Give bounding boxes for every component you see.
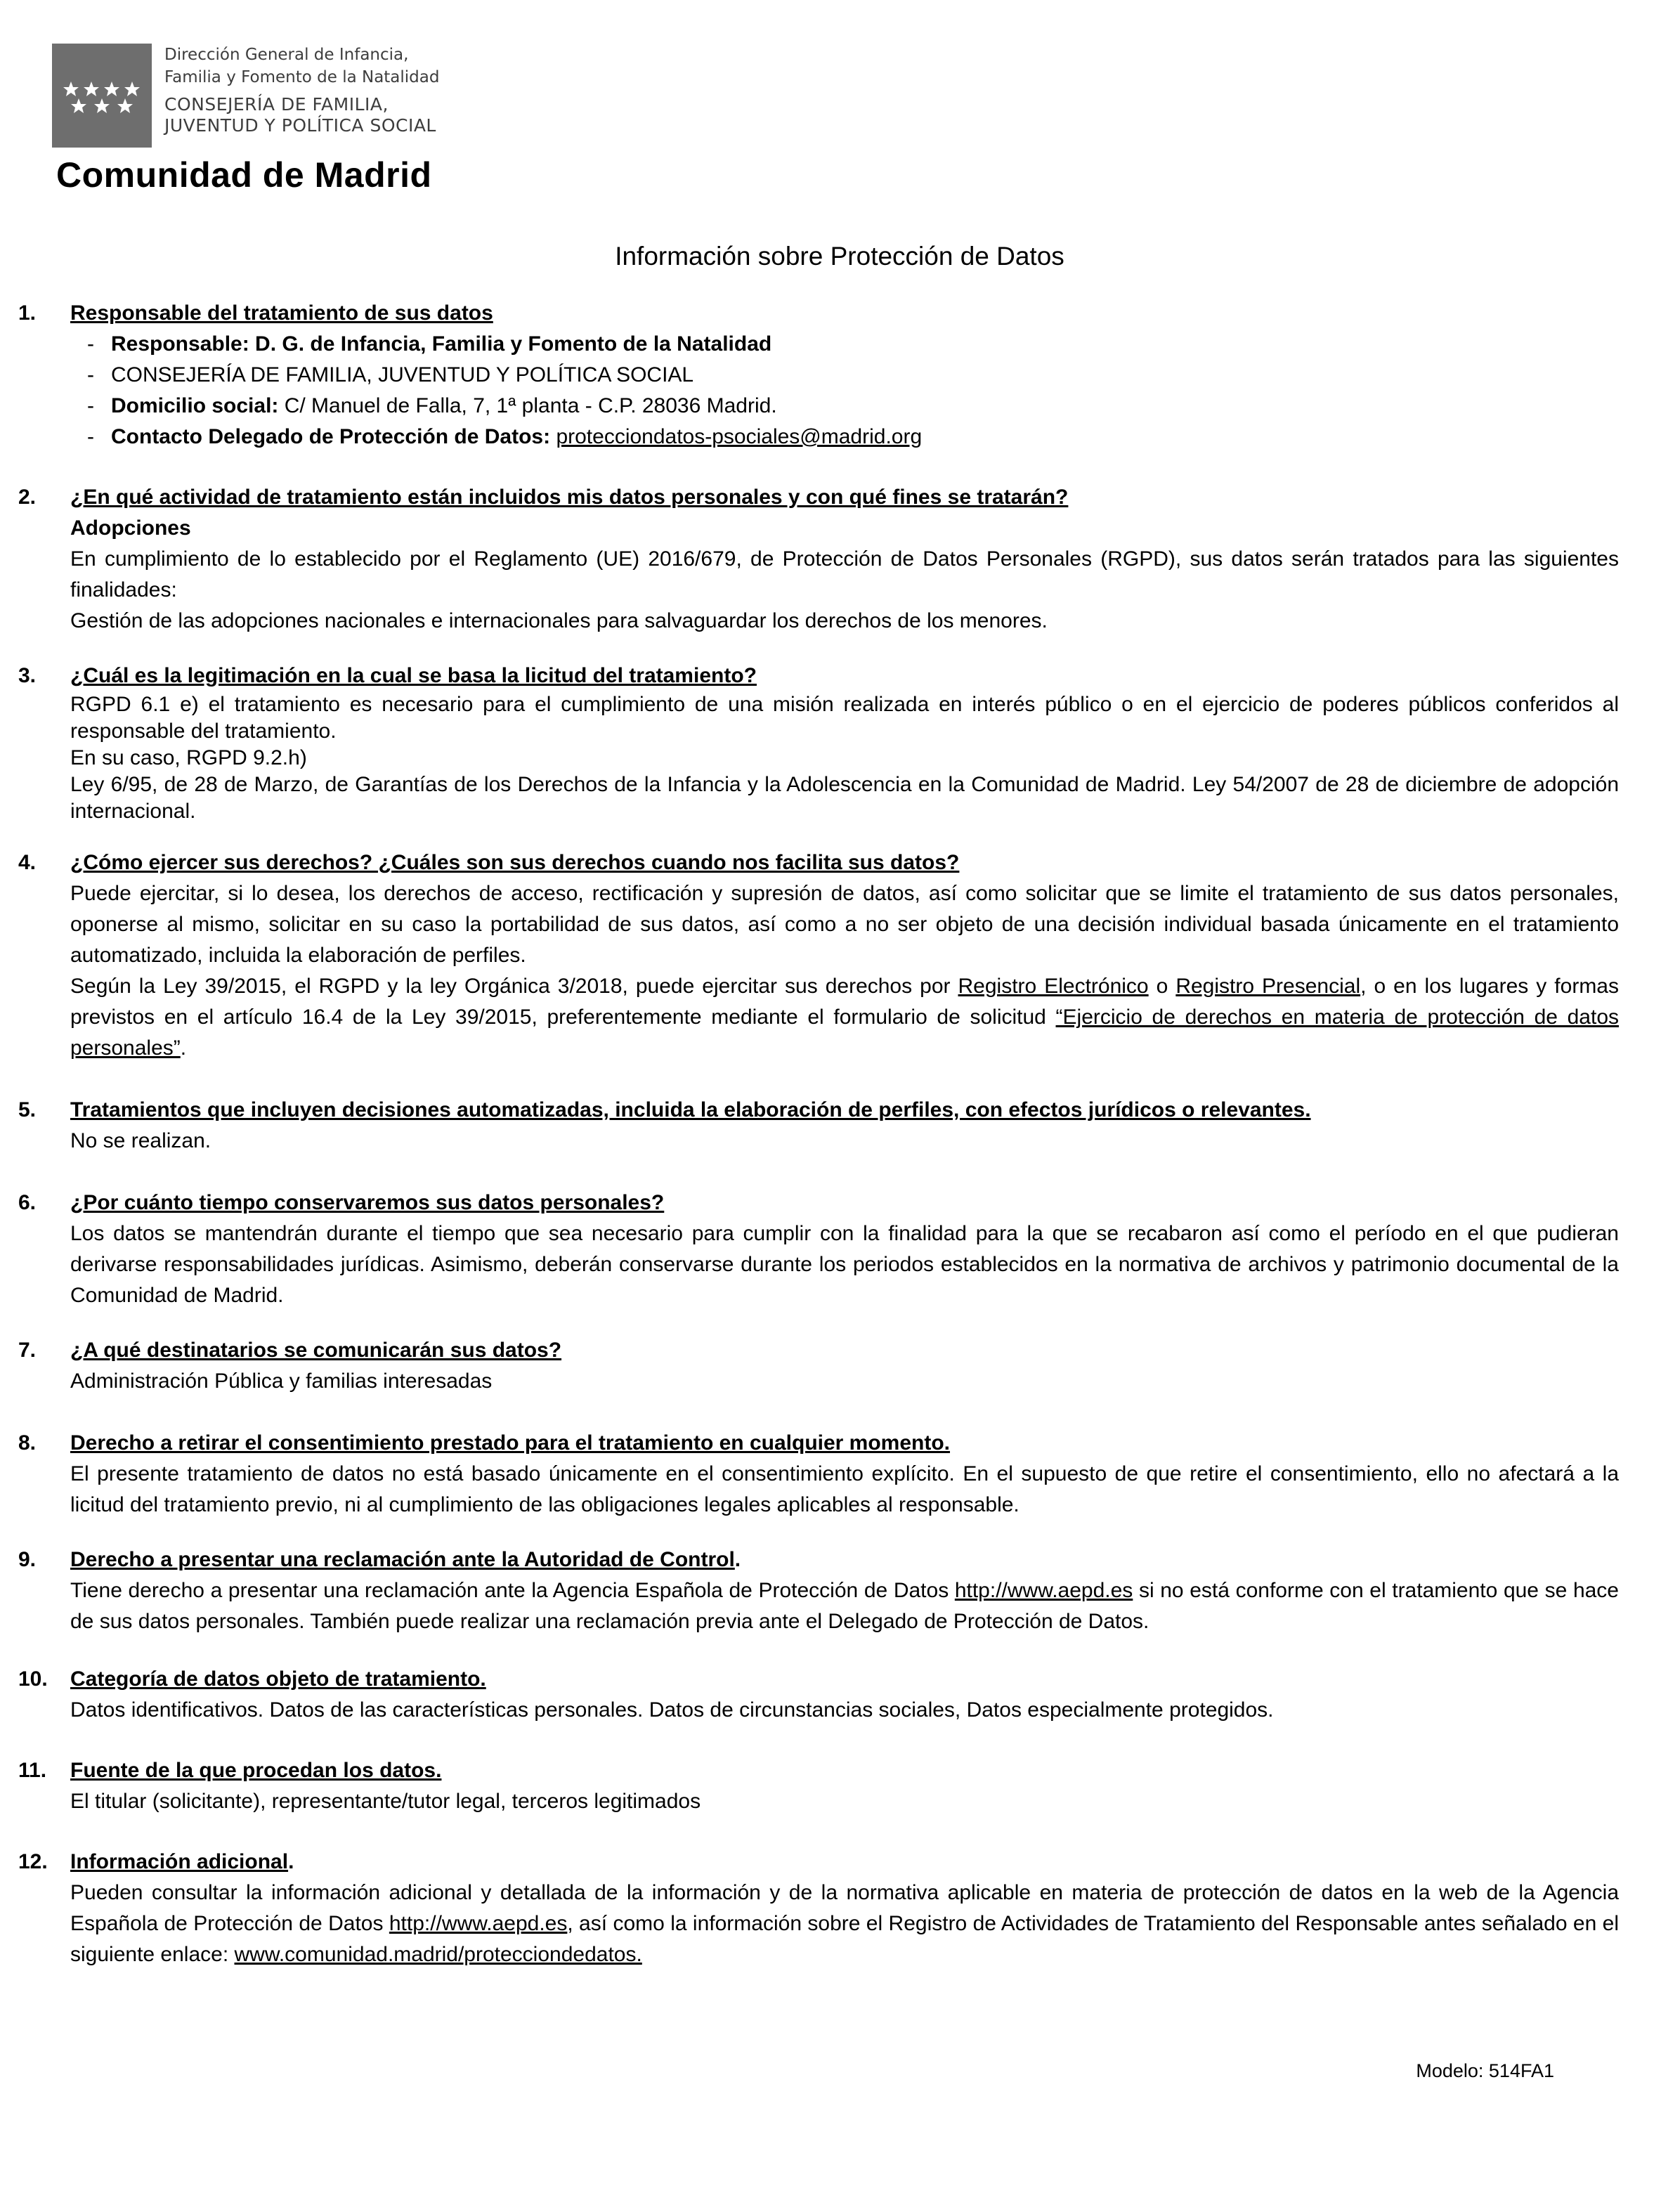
section-body (70, 1366, 1619, 1397)
section-body (70, 513, 1619, 637)
section-body (70, 1695, 1619, 1726)
section-heading: Fuente de la que procedan los datos. (70, 1759, 442, 1782)
section-number: 1. (18, 301, 37, 325)
section-body (70, 1786, 1619, 1817)
paragraph (70, 971, 1619, 1064)
list-item: - Contacto Delegado de Protección de Datos: protecciondatos-psociales@madrid.org (87, 425, 923, 448)
text-run: si no está conforme con el tratamiento que se hace de sus datos personales. También puede realizar una reclamación previa ante el Delegado de Protección de Datos. (70, 1579, 1619, 1633)
section-number: 8. (18, 1431, 37, 1455)
page-title: Información sobre Protección de Datos (615, 242, 1064, 271)
section-number: 4. (18, 851, 37, 874)
section-heading: ¿A qué destinatarios se comunicarán sus datos? (70, 1339, 562, 1362)
section-number: 12. (18, 1850, 48, 1873)
paragraph (70, 1575, 1619, 1637)
section-body (70, 691, 1619, 825)
text-run: Pueden consultar la información adicional y detallada de la información y de la normativa aplicable en materia de protección de datos en la web de la Agencia Española de Protección de Datos (70, 1881, 1619, 1935)
heading-text: Derecho a presentar una reclamación ante la Autoridad de Control (70, 1548, 735, 1571)
section-number: 2. (18, 486, 37, 509)
section-body (70, 878, 1619, 1064)
section-body (70, 1878, 1619, 1970)
registro-electronico-link[interactable]: Registro Electrónico (958, 975, 1149, 998)
paragraph: Puede ejercitar, si lo desea, los derechos de acceso, rectificación y supresión de datos, así como solicitar que se limite el tratamiento de sus datos personales, oponerse al mismo, solicitar en su caso la portabilidad de sus datos, así como a no ser objeto de una decisión individual basada únicamente en el tratamiento automatizado, incluida la elaboración de perfiles. (70, 882, 1619, 967)
section-body (70, 1459, 1619, 1521)
section-heading: ¿Cómo ejercer sus derechos? ¿Cuáles son sus derechos cuando nos facilita sus datos? (70, 851, 960, 874)
domicilio-label: Domicilio social: (111, 394, 279, 417)
paragraph: Datos identificativos. Datos de las características personales. Datos de circunstancias sociales, Datos especialmente protegidos. (70, 1698, 1274, 1722)
text-run: Según la Ley 39/2015, el RGPD y la ley Orgánica 3/2018, puede ejercitar sus derechos por (70, 975, 958, 998)
section-number: 10. (18, 1667, 48, 1691)
heading-tail: . (288, 1850, 294, 1873)
paragraph: Ley 6/95, de 28 de Marzo, de Garantías de los Derechos de la Infancia y la Adolescencia en la Comunidad de Madrid. Ley 54/2007 de 28 de diciembre de adopción internacional. (70, 773, 1619, 823)
logo-line-2: Familia y Fomento de la Natalidad (164, 68, 440, 86)
section-subheading: Adopciones (70, 516, 191, 540)
paragraph: No se realizan. (70, 1129, 211, 1152)
list-item: - Responsable: D. G. de Infancia, Familia y Fomento de la Natalidad (87, 332, 772, 356)
org-name: Comunidad de Madrid (56, 155, 432, 195)
paragraph: En cumplimiento de lo establecido por el Reglamento (UE) 2016/679, de Protección de Datos Personales (RGPD), sus datos serán tratados para las siguientes finalidades: (70, 547, 1619, 601)
dpo-email-link[interactable]: protecciondatos-psociales@madrid.org (556, 425, 923, 448)
logo-line-1: Dirección General de Infancia, (164, 46, 409, 64)
paragraph: Gestión de las adopciones nacionales e internacionales para salvaguardar los derechos de los menores. (70, 609, 1048, 632)
aepd-link[interactable]: http://www.aepd.es (389, 1912, 568, 1935)
section-number: 7. (18, 1339, 37, 1362)
section-body (70, 1575, 1619, 1637)
text-run: Tiene derecho a presentar una reclamación ante la Agencia Española de Protección de Datos (70, 1579, 955, 1602)
form-model-code: Modelo: 514FA1 (1416, 2060, 1554, 2081)
section-body (70, 1218, 1619, 1311)
paragraph: Administración Pública y familias interesadas (70, 1370, 493, 1393)
heading-text: Información adicional (70, 1850, 289, 1873)
section-heading (70, 1847, 294, 1878)
domicilio-value: C/ Manuel de Falla, 7, 1ª planta - C.P. 28036 Madrid. (278, 394, 777, 417)
star-icon-group (52, 44, 152, 148)
section-number: 9. (18, 1548, 37, 1571)
paragraph (70, 1878, 1619, 1970)
coat-of-arms-logo (52, 44, 152, 148)
proteccion-datos-link[interactable]: www.comunidad.madrid/protecciondedatos. (234, 1943, 642, 1966)
department-name (164, 44, 439, 136)
paragraph: RGPD 6.1 e) el tratamiento es necesario para el cumplimiento de una misión realizada en interés público o en el ejercicio de poderes públicos conferidos al responsable del tratamiento. (70, 693, 1619, 743)
heading-tail: . (734, 1548, 741, 1571)
section-number: 3. (18, 664, 37, 687)
contacto-label: Contacto Delegado de Protección de Datos: (111, 425, 551, 448)
section-number: 5. (18, 1098, 37, 1121)
aepd-link[interactable]: http://www.aepd.es (954, 1579, 1133, 1602)
section-number: 11. (18, 1759, 47, 1782)
section-heading: Categoría de datos objeto de tratamiento. (70, 1667, 486, 1691)
section-heading: ¿Por cuánto tiempo conservaremos sus datos personales? (70, 1191, 665, 1214)
section-number: 6. (18, 1191, 37, 1214)
formulario-derechos-link[interactable]: “Ejercicio de derechos en materia de protección de datos personales” (70, 1006, 1619, 1060)
list-item: - CONSEJERÍA DE FAMILIA, JUVENTUD Y POLÍTICA SOCIAL (87, 363, 694, 386)
section-heading: Derecho a retirar el consentimiento prestado para el tratamiento en cualquier momento. (70, 1431, 951, 1455)
section-heading: ¿Cuál es la legitimación en la cual se basa la licitud del tratamiento? (70, 664, 757, 687)
logo-line-4: JUVENTUD Y POLÍTICA SOCIAL (164, 115, 436, 136)
paragraph: El presente tratamiento de datos no está basado únicamente en el consentimiento explícito. En el supuesto de que retire el consentimiento, ello no afectará a la licitud del tratamiento previo, ni al cumplimiento de las obligaciones legales aplicables al responsable. (70, 1462, 1619, 1516)
list-item: - Domicilio social: C/ Manuel de Falla, 7, 1ª planta - C.P. 28036 Madrid. (87, 394, 777, 417)
text-run: , así como la información sobre el Registro de Actividades de Tratamiento del Responsable antes señalado en el siguiente enlace: (70, 1912, 1619, 1966)
paragraph: El titular (solicitante), representante/tutor legal, terceros legitimados (70, 1790, 701, 1813)
text-run: , o en los lugares y formas previstos en el artículo 16.4 de la Ley 39/2015, preferentemente mediante el formulario de solicitud (70, 975, 1619, 1029)
text-run: . (180, 1036, 187, 1060)
text-run: o (1148, 975, 1176, 998)
section-heading: ¿En qué actividad de tratamiento están incluidos mis datos personales y con qué fines se tratarán? (70, 486, 1069, 509)
paragraph: Los datos se mantendrán durante el tiempo que sea necesario para cumplir con la finalidad para la que se recabaron así como el período en el que pudieran derivarse responsabilidades jurídicas. Asimismo, deberán conservarse durante los periodos establecidos en la normativa de archivos y patrimonio documental de la Comunidad de Madrid. (70, 1222, 1619, 1307)
section-heading: Responsable del tratamiento de sus datos (70, 301, 493, 325)
registro-presencial-link[interactable]: Registro Presencial (1175, 975, 1361, 998)
section-body (70, 1126, 1619, 1157)
section-heading (70, 1544, 741, 1575)
paragraph: En su caso, RGPD 9.2.h) (70, 746, 307, 769)
logo-line-3: CONSEJERÍA DE FAMILIA, (164, 94, 389, 115)
bullet-list (87, 329, 922, 453)
responsable-label: Responsable: D. G. de Infancia, Familia y Fomento de la Natalidad (111, 332, 772, 356)
consejeria-text: CONSEJERÍA DE FAMILIA, JUVENTUD Y POLÍTICA SOCIAL (111, 363, 694, 386)
section-heading: Tratamientos que incluyen decisiones automatizadas, incluida la elaboración de perfiles, con efectos jurídicos o relevantes. (70, 1098, 1311, 1121)
